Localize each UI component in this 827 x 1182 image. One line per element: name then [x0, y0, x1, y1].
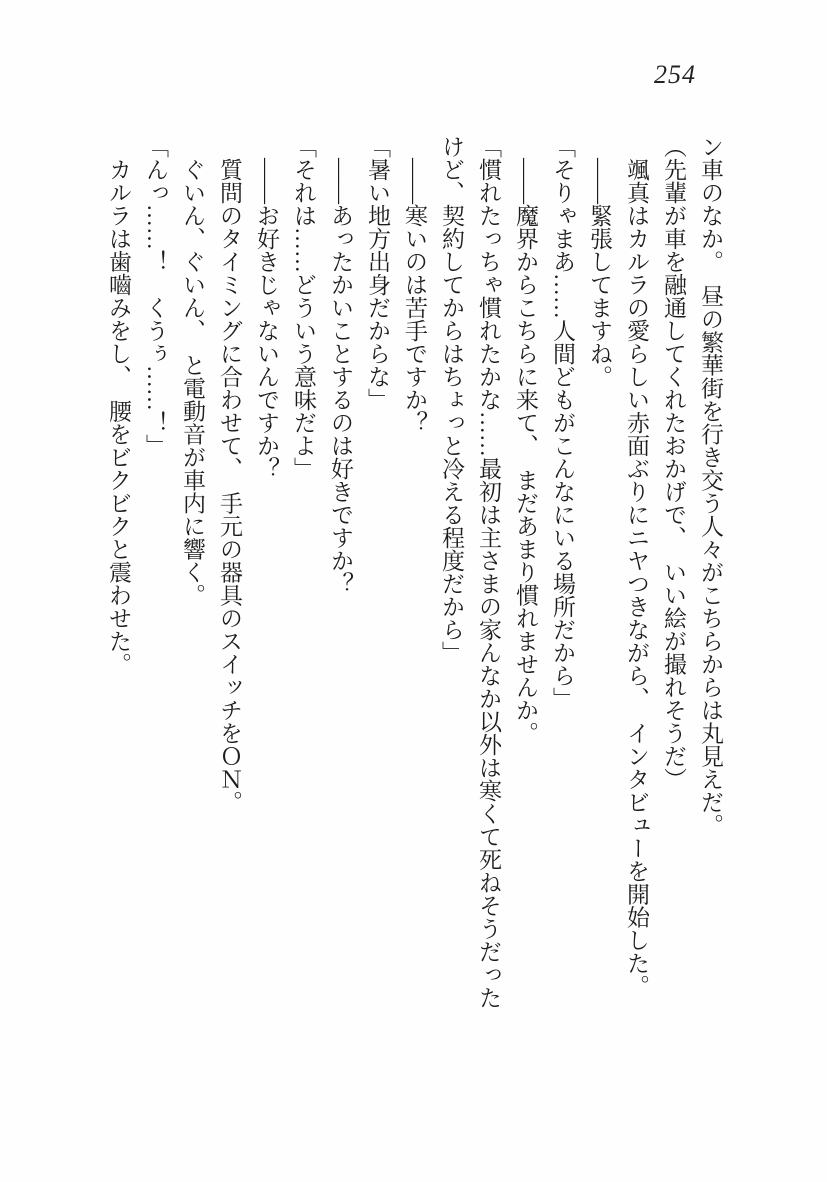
text-block — [100, 135, 729, 1013]
text-line: 「暑い地方出身だからな」 — [365, 135, 390, 411]
page-number: 254 — [654, 60, 696, 89]
text-line: 質問のタイミングに合わせて、 手元の器具のスイッチをＯＮ。 — [217, 158, 242, 814]
text-line: 颯真はカルラの愛らしい赤面ぶりにニヤつきながら、 インタビューを開始した。 — [624, 158, 649, 998]
text-line: （先輩が車を融通してくれたおかげで、 いい絵が撮れそうだ） — [661, 135, 686, 791]
text-line: カルラは歯嚙みをし、 腰をビクビクと震わせた。 — [106, 158, 131, 676]
text-line: 「それは……どういう意味だよ」 — [291, 135, 316, 480]
text-line: けど、契約してからはちょっと冷える程度だから」 — [439, 135, 464, 664]
text-line: ――緊張してますね。 — [587, 158, 612, 388]
text-line: ――寒いのは苦手ですか？ — [402, 158, 427, 434]
text-line: ――あったかいことするのは好きですか？ — [328, 158, 353, 595]
text-line: 「慣れたっちゃ慣れたかな……最初は主さまの家んなか以外は寒くて死ねそうだった — [476, 135, 501, 1009]
text-line: 「そりゃまあ……人間どもがこんなにいる場所だから」 — [550, 135, 575, 710]
text-line: ――お好きじゃないんですか？ — [254, 158, 279, 480]
text-line: 「んっ……！ くうぅ……！」 — [143, 135, 168, 457]
text-line: ぐいん、ぐいん、 と電動音が車内に響く。 — [180, 158, 205, 607]
text-line: ――魔界からこちらに来て、 まだあまり慣れませんか。 — [513, 158, 538, 745]
text-line: ン車のなか。 昼の繁華街を行き交う人々がこちらからは丸見えだ。 — [698, 135, 723, 837]
